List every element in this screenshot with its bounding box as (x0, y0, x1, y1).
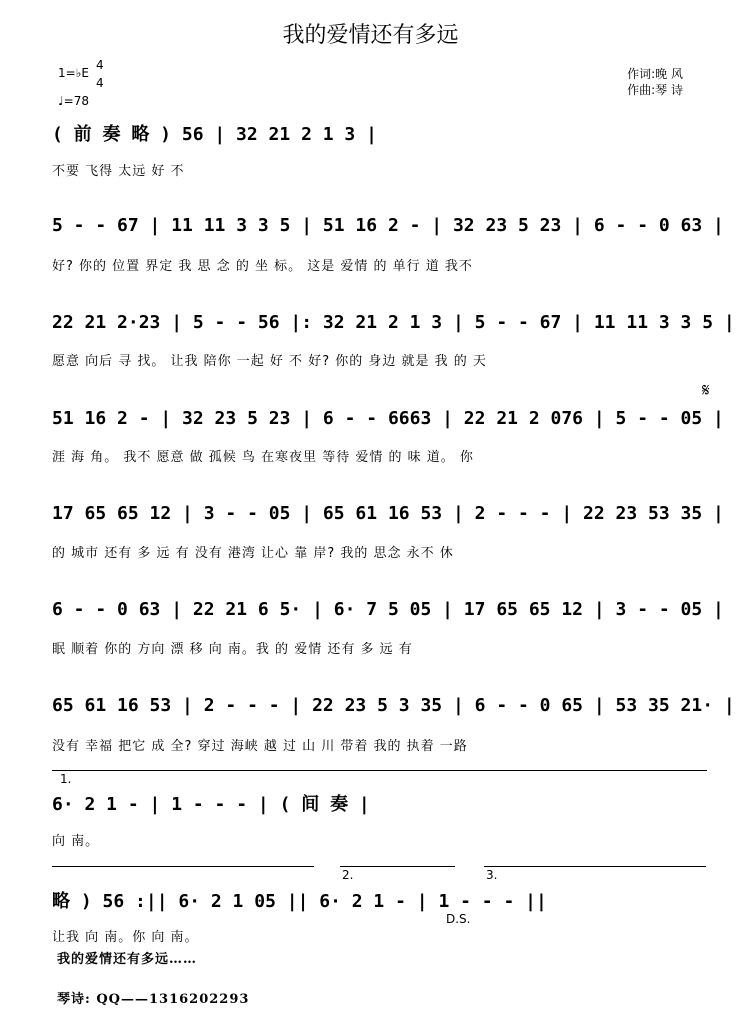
volta-bracket (484, 866, 706, 867)
footer-contact: 琴诗: QQ——1316202293 (57, 992, 250, 1007)
lyrics-row-2: 好? 你的 位置 界定 我 思 念 的 坐 标。 这是 爱情 的 单行 道 我不 (52, 259, 473, 274)
segno-icon: 𝄋 (702, 380, 710, 401)
lyrics-row-5: 的 城市 还有 多 远 有 没有 港湾 让心 靠 岸? 我的 思念 永不 休 (52, 546, 454, 561)
volta-1: 1. (60, 772, 72, 786)
notation-row-4: 51 16 2 - | 32 23 5 23 | 6 - - 6663 | 22 21 2 076 | 5 - - 05 | (52, 408, 724, 429)
notation-row-9: 略 ) 56 :|| 6· 2 1 05 || 6· 2 1 - | 1 - - - || (52, 891, 547, 912)
staff-line (52, 866, 314, 867)
key-signature: 1=♭E (58, 66, 89, 80)
lyrics-row-3: 愿意 向后 寻 找。 让我 陪你 一起 好 不 好? 你的 身边 就是 我 的 天 (52, 354, 487, 369)
notation-row-7: 65 61 16 53 | 2 - - - | 22 23 5 3 35 | 6 - - 0 65 | 53 35 21· | (52, 695, 735, 716)
notation-row-6: 6 - - 0 63 | 22 21 6 5· | 6· 7 5 05 | 17 65 65 12 | 3 - - 05 | (52, 599, 724, 620)
footer-song-title: 我的爱情还有多远…… (57, 952, 198, 967)
lyrics-row-1: 不要 飞得 太远 好 不 (52, 164, 185, 179)
credits (627, 66, 683, 98)
notation-row-2: 5 - - 67 | 11 11 3 3 5 | 51 16 2 - | 32 23 5 23 | 6 - - 0 63 | (52, 215, 724, 236)
lyrics-row-7: 没有 幸福 把它 成 全? 穿过 海峡 越 过 山 川 带着 我的 执着 一路 (52, 739, 468, 754)
composer: 作曲:琴 诗 (627, 83, 683, 97)
lyrics-row-8: 向 南。 (52, 834, 100, 849)
volta-bracket (340, 866, 455, 867)
lyrics-row-4: 涯 海 角。 我不 愿意 做 孤候 鸟 在寒夜里 等待 爱情 的 味 道。 你 (52, 450, 474, 465)
volta-3: 3. (486, 868, 498, 882)
notation-row-8: 6· 2 1 - | 1 - - - | ( 间 奏 | (52, 794, 370, 815)
notation-row-1: ( 前 奏 略 ) 56 | 32 21 2 1 3 | (52, 124, 377, 145)
staff-line (52, 770, 707, 771)
notation-row-3: 22 21 2·23 | 5 - - 56 |: 32 21 2 1 3 | 5 - - 67 | 11 11 3 3 5 | (52, 312, 735, 333)
page-title: 我的爱情还有多远 (282, 23, 459, 48)
time-signature-bottom: 4 (96, 76, 104, 90)
dal-segno-mark: D.S. (446, 912, 471, 926)
lyricist: 作词:晚 风 (627, 67, 683, 81)
lyrics-row-6: 眠 顺着 你的 方向 漂 移 向 南。我 的 爱情 还有 多 远 有 (52, 642, 413, 657)
lyrics-row-9: 让我 向 南。你 向 南。 (52, 930, 199, 945)
notation-row-5: 17 65 65 12 | 3 - - 05 | 65 61 16 53 | 2 - - - | 22 23 53 35 | (52, 503, 724, 524)
time-signature-top: 4 (96, 58, 104, 72)
tempo: ♩=78 (58, 94, 89, 108)
volta-2: 2. (342, 868, 354, 882)
